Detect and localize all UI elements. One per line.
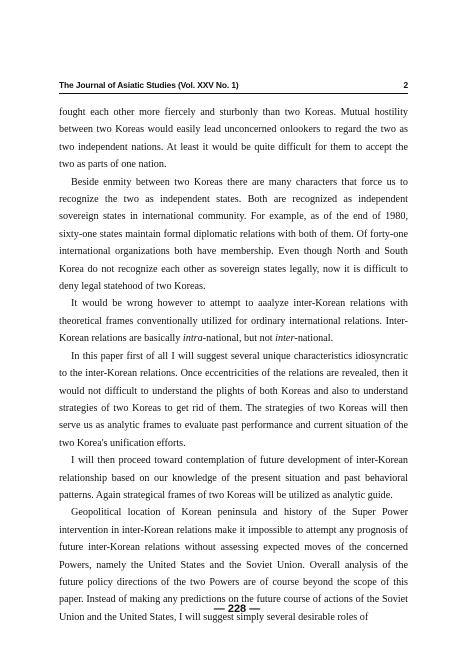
page-number: 2 bbox=[403, 80, 408, 90]
running-header bbox=[59, 80, 408, 90]
paragraph-4: In this paper first of all I will suggest several unique characteristics idiosyncratic to the inter-Korean relations. Once eccentricities of the relations are revealed, then it would not difficult to understand the plights of both Koreas and also to understand strategies of two Koreas to get rid of them. The strategies of two Koreas will then serve us as analytic frames to evaluate past performance and current situation of the two Korea's unification efforts. bbox=[59, 350, 408, 449]
journal-title: The Journal of Asiatic Studies (Vol. XXV No. 1) bbox=[59, 80, 239, 90]
paragraph-6: Geopolitical location of Korean peninsula and history of the Super Power intervention in inter-Korean relations make it impossible to attempt any prognosis of future inter-Korean relations without assessing expected moves of the concerned Powers, namely the United States and the Soviet Union. Overall analysis of the future policy directions of the two Powers are of course beyond the scope of this paper. Instead of making any predictions on the future course of actions of the Soviet Union and the United States, I will suggest simply several desirable roles of bbox=[59, 507, 408, 623]
paragraph-1: fought each other more fiercely and sturbonly than two Koreas. Mutual hostility between two Koreas would easily lead unconcerned onlookers to regard the two as two independent nations. At least it would be quite difficult for them to accept the two as parts of one nation. bbox=[59, 107, 408, 171]
emphasis-intra: intra bbox=[182, 333, 203, 345]
emphasis-inter: inter bbox=[275, 333, 295, 345]
folio-number: — 228 — bbox=[213, 603, 261, 615]
paragraph-5: I will then proceed toward contemplation of future development of inter-Korean relationship based on our knowledge of the present situation and past behavioral patterns. Again strategical frames of two Koreas will be utilized as analytic guide. bbox=[59, 455, 408, 501]
body-text bbox=[59, 104, 408, 626]
paragraph-2: Beside enmity between two Koreas there are many characters that force us to recognize the two as independent states. Both are recognized as independent sovereign states in international community. For example, as of the end of 1980, sixty-one states maintain formal diplomatic relations with both of them. Of forty-one international organizations both have membership. Even though North and South Korea do not recognize each other as sovereign states legally, now it is difficult to deny legal statehood of two Koreas. bbox=[59, 176, 408, 293]
paragraph-3: It would be wrong however to attempt to aaalyze inter-Korean relations with theoretical frames conventionally utilized for ordinary international relations. Inter-Korean relations are basically intra-national, but not inter-national. bbox=[59, 298, 408, 345]
header-rule bbox=[59, 93, 408, 94]
page-folio bbox=[0, 603, 474, 615]
